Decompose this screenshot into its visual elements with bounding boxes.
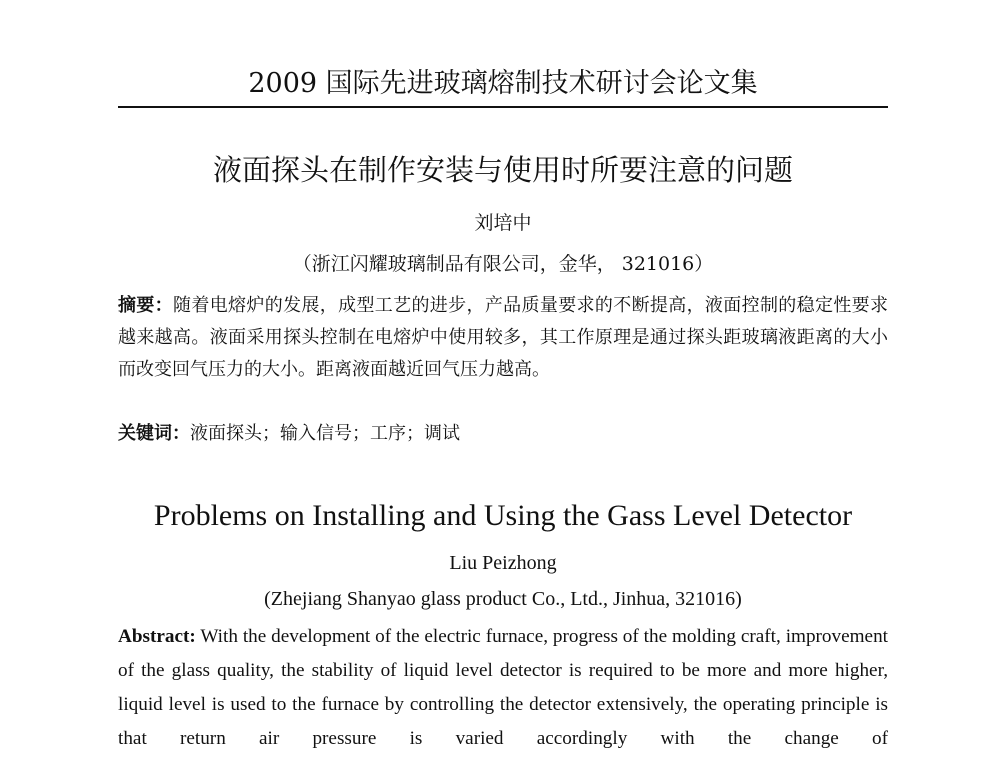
- chinese-affiliation: （浙江闪耀玻璃制品有限公司，金华， 321016）: [292, 253, 714, 275]
- chinese-keywords: [118, 418, 888, 450]
- chinese-abstract-label: 摘要：: [118, 295, 174, 316]
- chinese-keywords-text: 液面探头；输入信号；工序；调试: [190, 423, 460, 444]
- english-abstract: [118, 620, 888, 756]
- header-rule: [118, 106, 888, 108]
- chinese-title: 液面探头在制作安装与使用时所要注意的问题: [212, 153, 793, 187]
- english-abstract-text: With the development of the electric furnace, progress of the molding craft, improvement of the glass quality, the stability of liquid level detector is required to be more and more higher, liquid level is used to the furnace by controlling the detector extensively, the operating principle is that return air pressure is varied accordingly with the change of: [118, 626, 888, 749]
- english-author: Liu Peizhong: [449, 552, 557, 574]
- chinese-abstract-text: 随着电熔炉的发展，成型工艺的进步，产品质量要求的不断提高，液面控制的稳定性要求越来越高。液面采用探头控制在电熔炉中使用较多，其工作原理是通过探头距玻璃液距离的大小而改变回气压力的大小。距离液面越近回气压力越高。: [118, 295, 889, 380]
- chinese-keywords-label: 关键词：: [118, 423, 190, 444]
- english-title: Problems on Installing and Using the Gass Level Detector: [153, 499, 853, 532]
- chinese-author: 刘培中: [474, 212, 532, 234]
- english-affiliation: (Zhejiang Shanyao glass product Co., Ltd., Jinhua, 321016): [264, 588, 742, 610]
- chinese-abstract: [118, 290, 888, 386]
- english-abstract-label: Abstract:: [118, 626, 196, 647]
- proceedings-header: 2009 国际先进玻璃熔制技术研讨会论文集: [248, 68, 758, 99]
